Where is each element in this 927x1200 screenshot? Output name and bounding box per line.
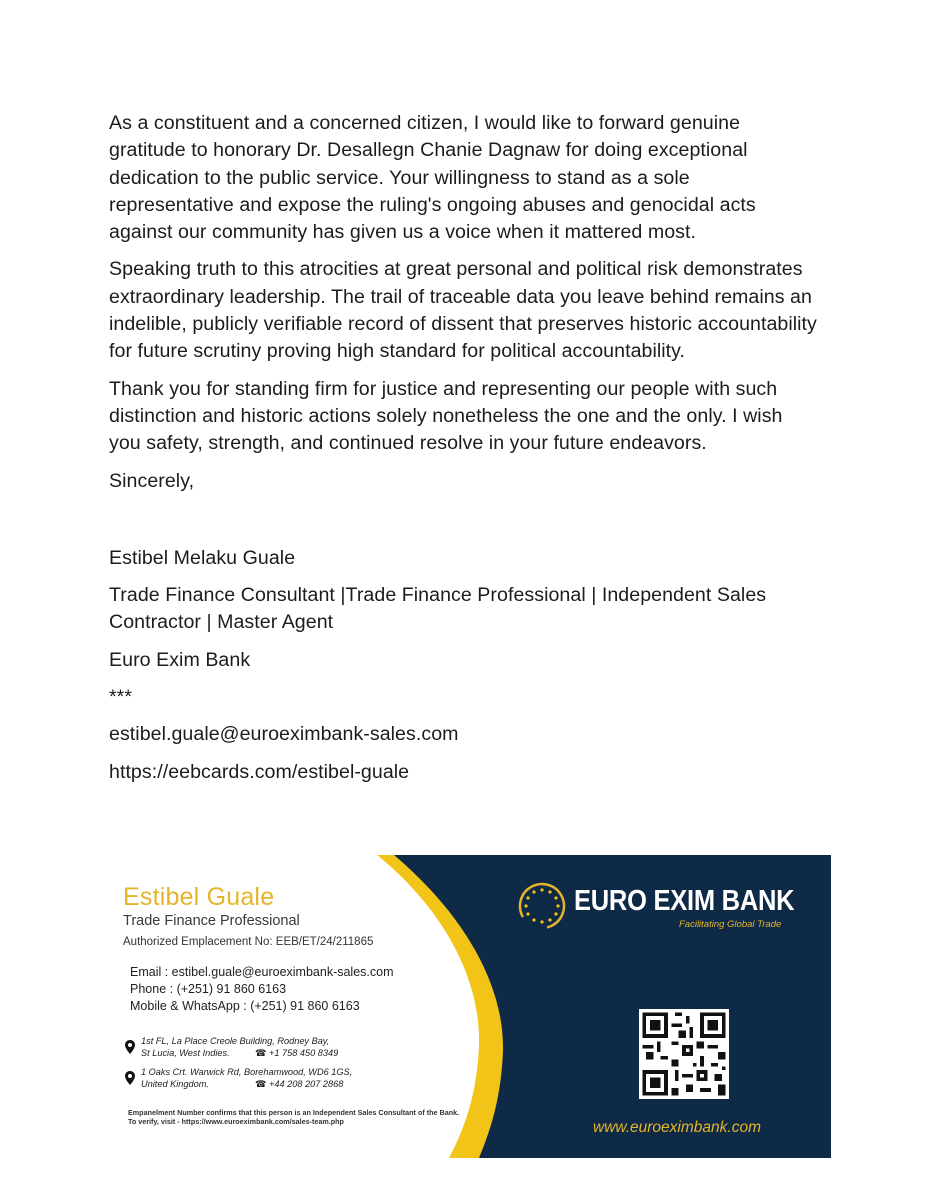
card-mobile: Mobile & WhatsApp : (+251) 91 860 6163 — [130, 999, 360, 1013]
card-authorization-number: Authorized Emplacement No: EEB/ET/24/211865 — [123, 936, 374, 948]
address2-phone: ☎ +44 208 207 2868 — [255, 1078, 344, 1089]
card-holder-name: Estibel Guale — [123, 883, 275, 911]
bank-name-logo-text: EURO EXIM BANK — [574, 885, 795, 917]
card-email: Email : estibel.guale@euroeximbank-sales.com — [130, 965, 394, 979]
location-pin-icon — [125, 1040, 135, 1054]
card-holder-title: Trade Finance Professional — [123, 913, 300, 929]
card-phone: Phone : (+251) 91 860 6163 — [130, 982, 287, 996]
signer-organization: Euro Exim Bank — [109, 648, 251, 671]
signer-url: https://eebcards.com/estibel-guale — [109, 760, 410, 783]
address2-line2: United Kingdom. — [141, 1078, 209, 1089]
signature-separator: *** — [109, 686, 133, 709]
letter-body — [109, 110, 819, 796]
address2-line1: 1 Oaks Crt. Warwick Rd, Borehamwood, WD6 1GS, — [141, 1067, 353, 1077]
letter-closing: Sincerely, — [109, 469, 195, 492]
signer-email: estibel.guale@euroeximbank-sales.com — [109, 723, 459, 746]
address1-line2: St Lucia, West Indies. — [141, 1047, 230, 1058]
card-contact-block — [130, 964, 394, 1015]
eu-stars-logo-icon — [517, 881, 567, 931]
letter-paragraph-1: As a constituent and a concerned citizen, I would like to forward genuine gratitude to honorary Dr. Desallegn Chanie Dagnaw for doing exceptional dedication to the public service. Your willingness to stand as a sole representative and expose the ruling's ongoing abuses and genocidal acts against our community has given us a voice when it mattered most. — [109, 112, 756, 244]
location-pin-icon — [125, 1071, 135, 1085]
address1-phone: ☎ +1 758 450 8349 — [255, 1047, 339, 1058]
letter-paragraph-3: Thank you for standing firm for justice and representing our people with such distinction and historic actions solely nonetheless the one and the only. I wish you safety, strength, and continued resolve in your future endeavors. — [109, 377, 783, 455]
empanelment-line-2: To verify, visit - https://www.euroeximbank.com/sales-team.php — [128, 1117, 344, 1126]
address1-line1: 1st FL, La Place Creole Building, Rodney Bay, — [141, 1036, 330, 1046]
empanelment-line-1: Empanelment Number confirms that this person is an Independent Sales Consultant of the Bank. — [128, 1108, 460, 1117]
card-empanelment-note — [128, 1108, 459, 1126]
bank-website: www.euroeximbank.com — [593, 1119, 761, 1136]
signer-titles: Trade Finance Consultant |Trade Finance Professional | Independent Sales Contractor | Master Agent — [109, 584, 767, 634]
qr-code-icon — [639, 1009, 729, 1099]
business-card — [109, 855, 831, 1158]
bank-tagline: Facilitating Global Trade — [679, 919, 782, 930]
signer-name: Estibel Melaku Guale — [109, 546, 296, 569]
letter-paragraph-2: Speaking truth to this atrocities at great personal and political risk demonstrates extraordinary leadership. The trail of traceable data you leave behind remains an indelible, publicly verifiable record of dissent that preserves historic accountability for future scrutiny proving high standard for political accountability. — [109, 258, 817, 363]
